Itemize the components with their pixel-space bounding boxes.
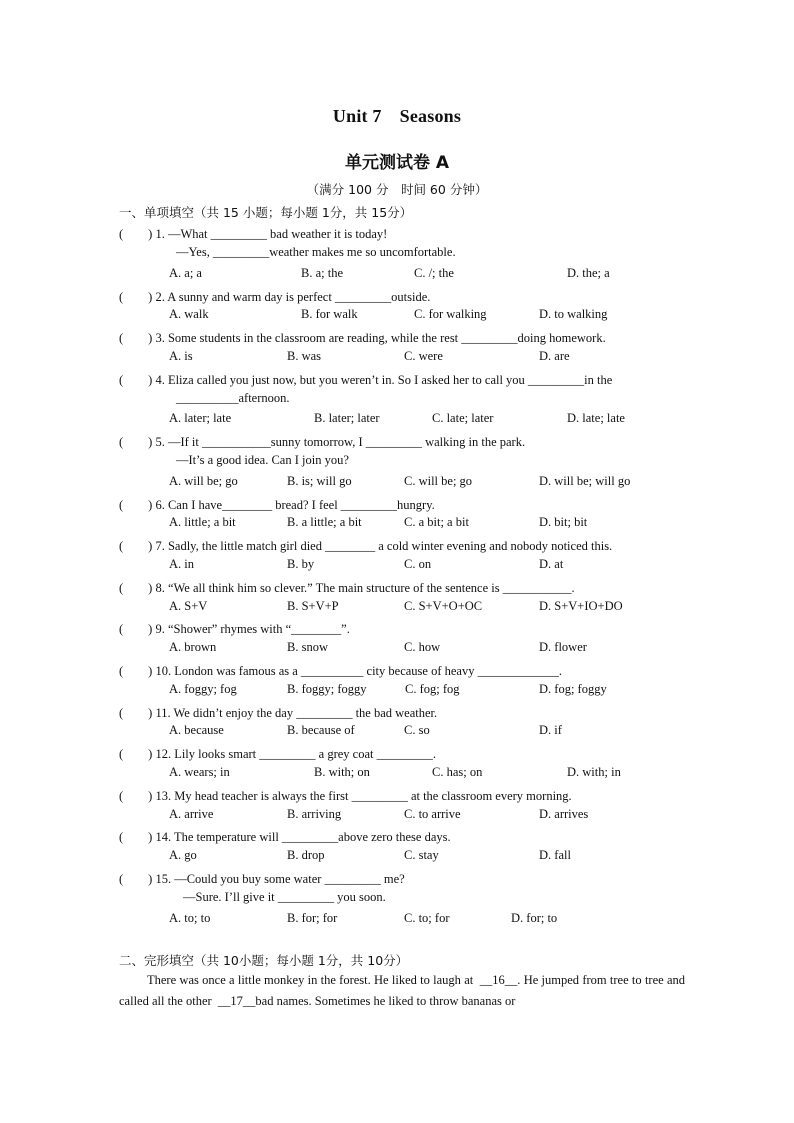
option-c: C. has; on	[432, 765, 483, 779]
question-2-options	[169, 307, 689, 325]
option-b: B. by	[287, 557, 315, 571]
option-a: A. foggy; fog	[169, 682, 237, 696]
page-title	[0, 106, 794, 127]
option-b: B. with; on	[314, 765, 370, 779]
option-b: B. because of	[287, 723, 355, 737]
option-d: D. are	[539, 349, 570, 363]
blank-16: __16__	[479, 973, 518, 987]
question-1: ( ) 1. —What _________ bad weather it is today!	[119, 227, 388, 241]
question-7: ( ) 7. Sadly, the little match girl died ________ a cold winter evening and nobody noticed this.	[119, 539, 613, 553]
option-d: D. flower	[539, 640, 587, 654]
question-15: ( ) 15. —Could you buy some water _________ me?	[119, 872, 405, 886]
option-a: A. in	[169, 557, 194, 571]
question-5: ( ) 5. —If it ___________sunny tomorrow, I _________ walking in the park.	[119, 435, 526, 449]
question-13: ( ) 13. My head teacher is always the first _________ at the classroom every morning.	[119, 789, 572, 803]
question-4: ( ) 4. Eliza called you just now, but you weren’t in. So I asked her to call you _________in the	[119, 373, 613, 387]
option-b: B. for; for	[287, 911, 338, 925]
option-c: C. stay	[404, 848, 439, 862]
option-a: A. little; a bit	[169, 515, 236, 529]
option-a: A. later; late	[169, 411, 232, 425]
question-4-options	[169, 411, 689, 429]
option-c: C. for walking	[414, 307, 487, 321]
question-11-options	[169, 723, 689, 741]
question-9: ( ) 9. “Shower” rhymes with “________”.	[119, 622, 350, 636]
question-10-options	[169, 682, 689, 700]
option-c: C. to arrive	[404, 807, 461, 821]
option-b: B. arriving	[287, 807, 342, 821]
question-9-options	[169, 640, 689, 658]
question-12: ( ) 12. Lily looks smart _________ a grey coat _________.	[119, 747, 436, 761]
option-d: D. arrives	[539, 807, 589, 821]
option-c: C. late; later	[432, 411, 494, 425]
question-8-options	[169, 599, 689, 617]
question-1-line2: —Yes, _________weather makes me so uncomfortable.	[176, 245, 456, 259]
option-b: B. later; later	[314, 411, 380, 425]
option-b: B. is; will go	[287, 474, 352, 488]
question-14: ( ) 14. The temperature will _________above zero these days.	[119, 830, 451, 844]
question-3: ( ) 3. Some students in the classroom are reading, while the rest _________doing homework.	[119, 331, 606, 345]
passage-text-2: . He jumped from	[517, 973, 607, 987]
option-d: D. with; in	[567, 765, 621, 779]
option-b: B. foggy; foggy	[287, 682, 367, 696]
option-d: D. the; a	[567, 266, 610, 280]
option-b: B. drop	[287, 848, 325, 862]
option-d: D. if	[539, 723, 562, 737]
cloze-passage	[119, 970, 685, 1012]
question-15-line2: —Sure. I’ll give it _________ you soon.	[183, 890, 386, 904]
option-b: B. for walk	[301, 307, 358, 321]
option-d: D. for; to	[511, 911, 558, 925]
option-a: A. walk	[169, 307, 209, 321]
option-c: C. /; the	[414, 266, 454, 280]
option-b: B. a; the	[301, 266, 344, 280]
option-a: A. because	[169, 723, 224, 737]
question-14-options	[169, 848, 689, 866]
question-5-line2: —It’s a good idea. Can I join you?	[176, 453, 349, 467]
option-d: D. bit; bit	[539, 515, 588, 529]
option-b: B. was	[287, 349, 322, 363]
question-8: ( ) 8. “We all think him so clever.” The main structure of the sentence is ___________.	[119, 581, 575, 595]
option-c: C. were	[404, 349, 443, 363]
question-11: ( ) 11. We didn’t enjoy the day _________ the bad weather.	[119, 706, 438, 720]
option-b: B. snow	[287, 640, 328, 654]
test-meta: （满分 100 分 时间 60 分钟）	[306, 182, 488, 197]
question-10: ( ) 10. London was famous as a __________ city because of heavy _____________.	[119, 664, 562, 678]
option-a: A. is	[169, 349, 193, 363]
question-3-options	[169, 349, 689, 367]
option-c: C. so	[404, 723, 430, 737]
option-c: C. S+V+O+OC	[404, 599, 483, 613]
option-a: A. S+V	[169, 599, 208, 613]
question-6: ( ) 6. Can I have________ bread? I feel _________hungry.	[119, 498, 435, 512]
option-a: A. to; to	[169, 911, 211, 925]
passage-text-4: bad names. Sometimes he liked to throw bananas or	[255, 994, 516, 1008]
question-6-options	[169, 515, 689, 533]
option-c: C. will be; go	[404, 474, 473, 488]
option-c: C. a bit; a bit	[404, 515, 469, 529]
option-d: D. to walking	[539, 307, 608, 321]
option-b: B. a little; a bit	[287, 515, 362, 529]
option-a: A. a; a	[169, 266, 202, 280]
question-2: ( ) 2. A sunny and warm day is perfect _________outside.	[119, 290, 431, 304]
question-5-options	[169, 474, 689, 492]
option-a: A. will be; go	[169, 474, 238, 488]
option-a: A. wears; in	[169, 765, 230, 779]
question-15-options	[169, 911, 689, 929]
question-7-options	[169, 557, 689, 575]
option-c: C. on	[404, 557, 432, 571]
question-4-line2: __________afternoon.	[176, 391, 290, 405]
blank-17: __17__	[217, 994, 256, 1008]
question-12-options	[169, 765, 689, 783]
option-d: D. at	[539, 557, 564, 571]
question-1-options	[169, 266, 689, 284]
unit-title: Seasons	[399, 106, 462, 126]
section2-heading: 二、完形填空（共 10小题；每小题 1分，共 10分）	[119, 953, 409, 968]
option-d: D. late; late	[567, 411, 625, 425]
unit-number: Unit 7	[332, 106, 382, 126]
option-d: D. S+V+IO+DO	[539, 599, 623, 613]
section1-heading: 一、单项填空（共 15 小题；每小题 1分，共 15分）	[119, 205, 413, 220]
option-d: D. will be; will go	[539, 474, 631, 488]
option-a: A. go	[169, 848, 197, 862]
option-c: C. how	[404, 640, 441, 654]
option-d: D. fog; foggy	[539, 682, 607, 696]
option-b: B. S+V+P	[287, 599, 339, 613]
passage-text-3: tree to tree and called all the other	[119, 973, 685, 1008]
test-subtitle: 单元测试卷 A	[344, 153, 450, 173]
passage-text-1: There was once a little monkey in the forest. He liked to laugh at	[147, 973, 474, 987]
option-d: D. fall	[539, 848, 571, 862]
option-c: C. to; for	[404, 911, 450, 925]
option-a: A. arrive	[169, 807, 214, 821]
question-13-options	[169, 807, 689, 825]
option-a: A. brown	[169, 640, 217, 654]
option-c: C. fog; fog	[405, 682, 460, 696]
